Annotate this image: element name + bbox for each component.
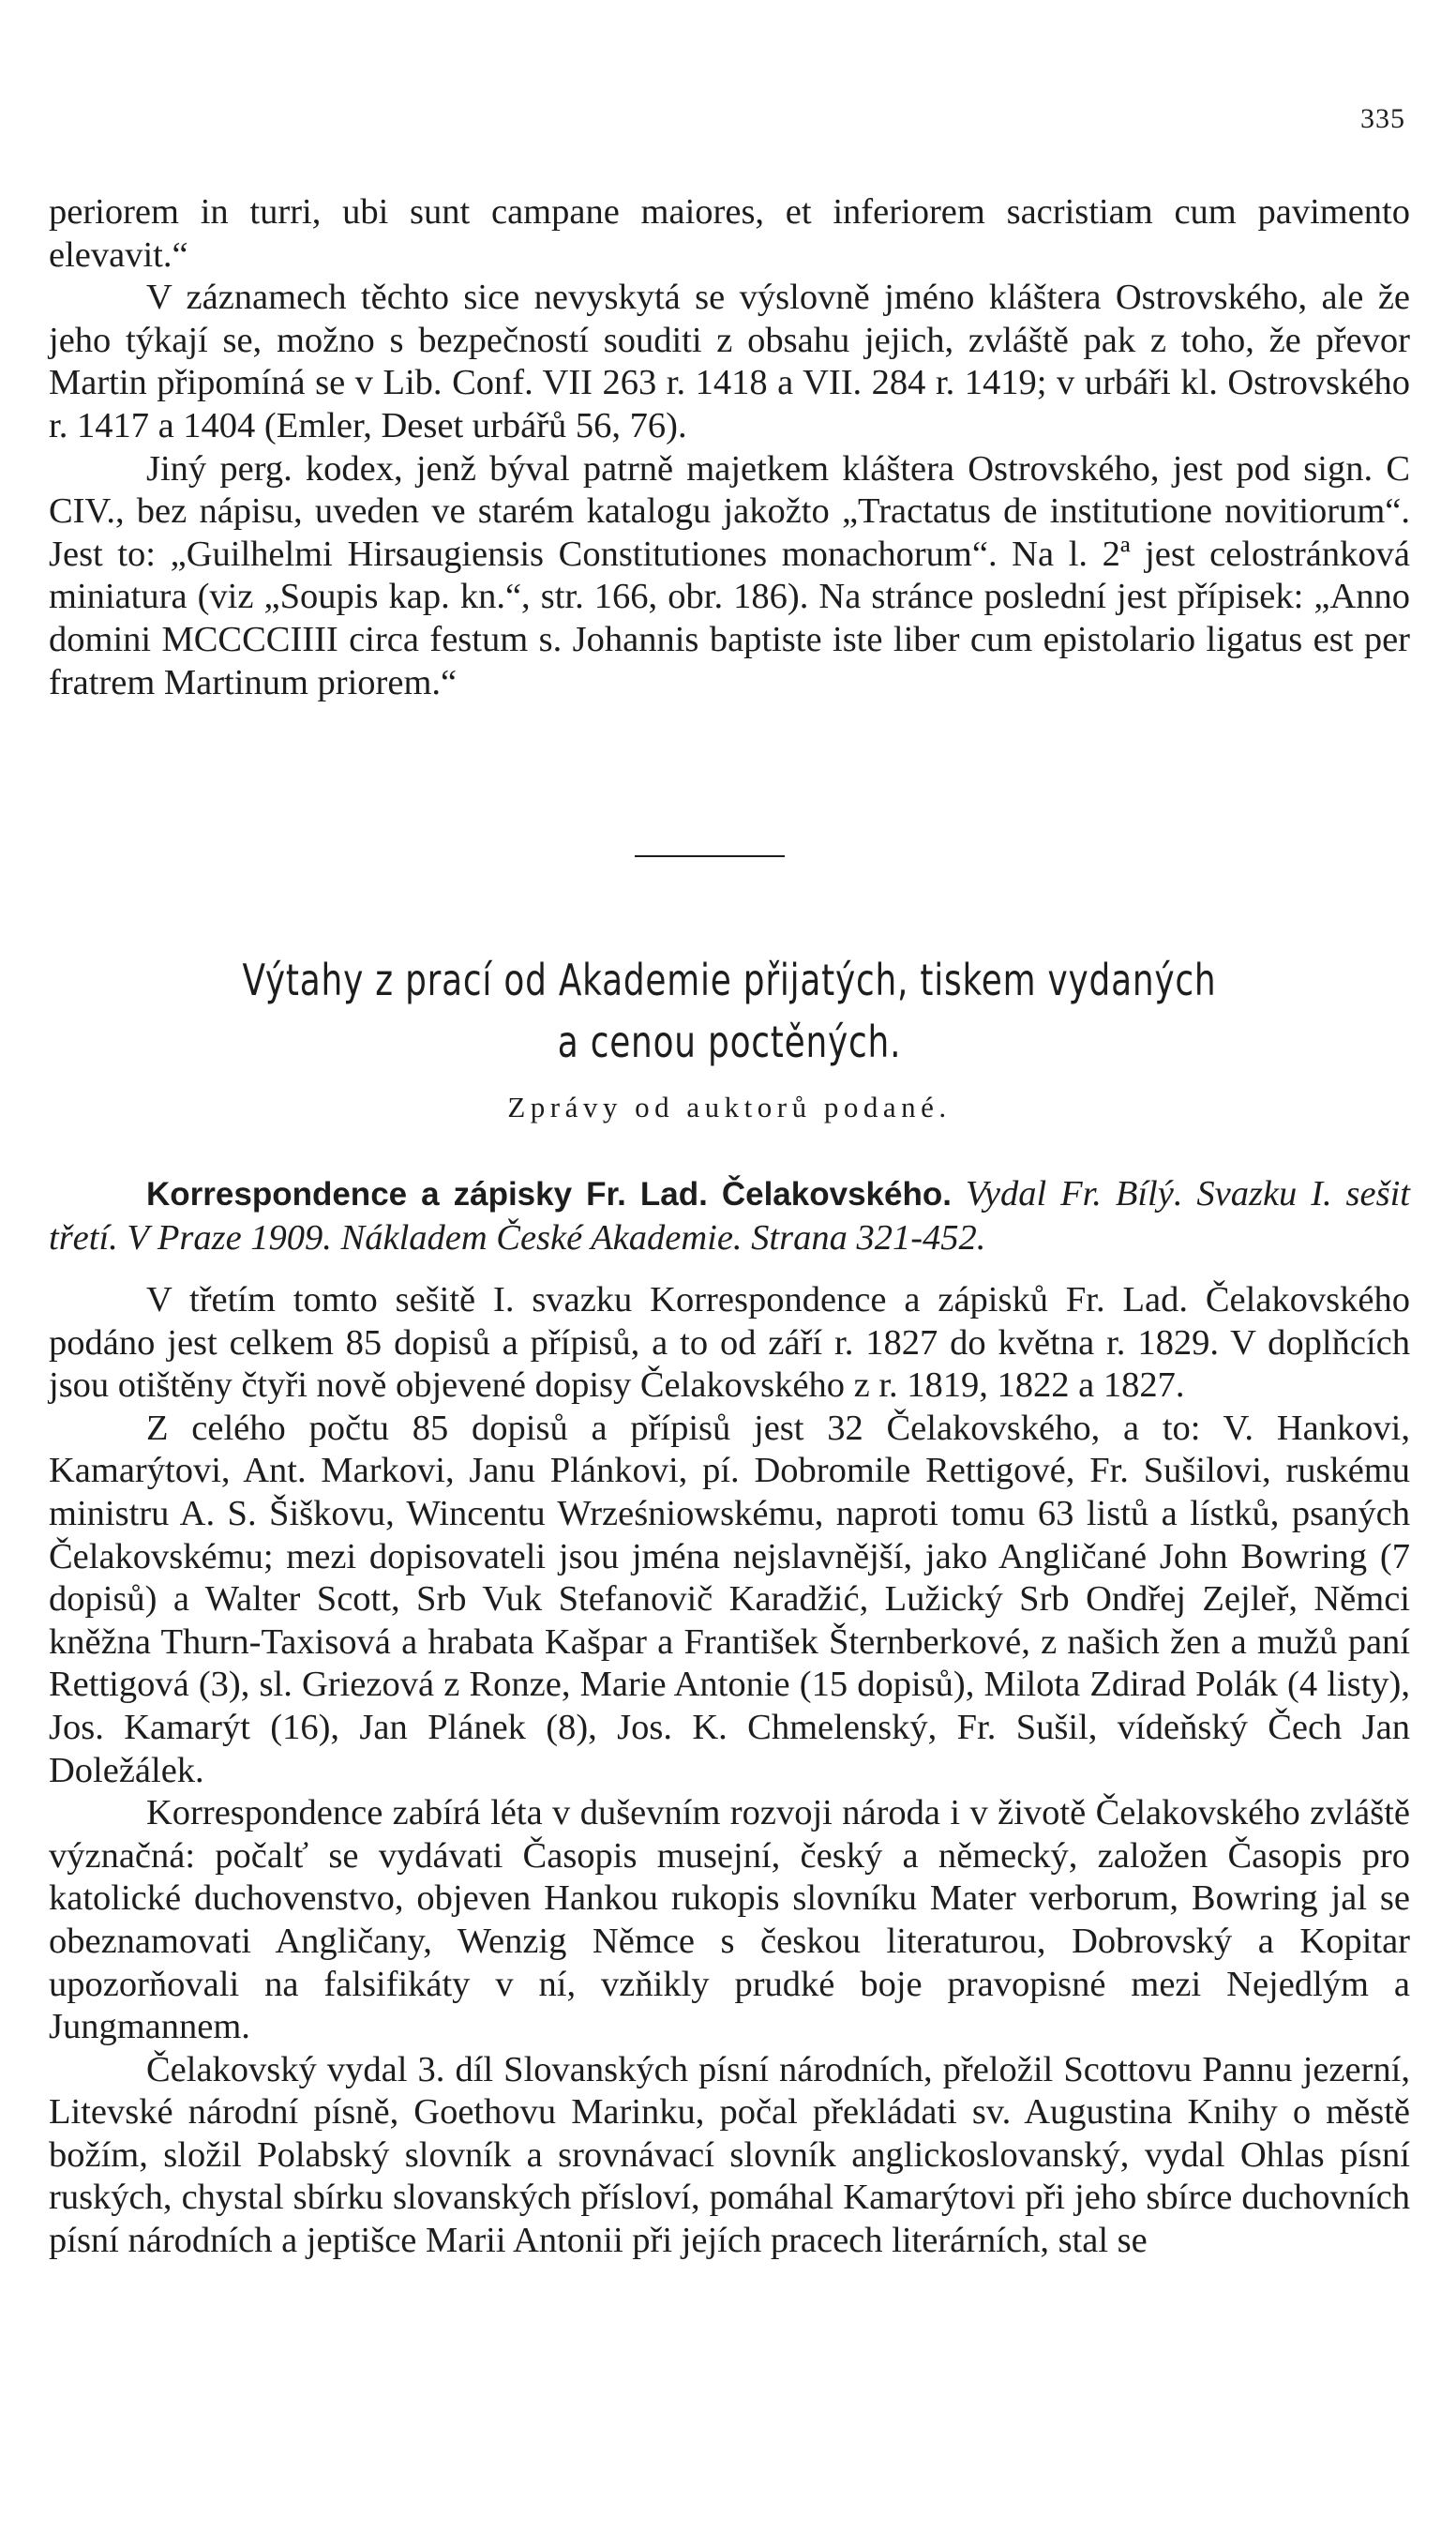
paragraph: periorem in turri, ubi sunt campane maiores, et inferiorem sacristiam cum pavimento elevavit.“ (49, 192, 1410, 275)
book-title: Korrespondence a zápisky Fr. Lad. Čelakovského. (146, 1176, 952, 1213)
section-title-line: Výtahy z prací od Akademie přijatých, tiskem vydaných (242, 955, 1217, 1005)
paragraph: V záznamech těchto sice nevyskytá se výslovně jméno kláštera Ostrovského, ale že jeho týkají se, možno s bezpečností souditi z obsahu jejich, zvláště pak z toho, že převor Martin připomíná se v Lib. Conf. VII 263 r. 1418 a VII. 284 r. 1419; v urbáři kl. Ostrovského r. 1417 a 1404 (Emler, Deset urbářů 56, 76). (49, 278, 1410, 445)
book-reference (49, 1172, 1410, 1259)
book-publication-details: Vydal Fr. Bílý. Svazku I. sešit třetí. V Praze 1909. Nákladem České Akademie. Strana 321-452. (49, 1174, 1410, 1258)
review-body-text (49, 1279, 1410, 2263)
section-title-line: a cenou poctěných. (557, 1017, 902, 1067)
paragraph: Čelakovský vydal 3. díl Slovanských písní národních, přeložil Scottovu Pannu jezerní, Litevské národní písně, Goethovu Marinku, počal překládati sv. Augustina Knihy o městě božím, složil Polabský slovník a srovnávací slovník anglickoslovanský, vydal Ohlas písní ruských, chystal sbírku slovanských přísloví, pomáhal Kamarýtovi při jeho sbírce duchovních písní národních a jeptišce Marii Antonii při jejích pracech literárních, stal se (49, 2049, 1410, 2261)
page-number: 335 (1360, 103, 1405, 134)
paragraph: Z celého počtu 85 dopisů a přípisů jest 32 Čelakovského, a to: V. Hankovi, Kamarýtovi, Ant. Markovi, Janu Plánkovi, pí. Dobromile Rettigové, Fr. Sušilovi, ruskému ministru A. S. Šiškovu, Wincentu Wrześniowskému, naproti tomu 63 listů a lístků, psaných Čelakovskému; mezi dopisovateli jsou jména nejslavnější, jako Angličané John Bowring (7 dopisů) a Walter Scott, Srb Vuk Stefanovič Karadžić, Lužický Srb Ondřej Zejleř, Němci kněžna Thurn-Taxisová a hrabata Kašpar a František Šternberkové, z našich žen a mužů paní Rettigová (3), sl. Griezová z Ronze, Marie Antonie (15 dopisů), Milota Zdirad Polák (4 listy), Jos. Kamarýt (16), Jan Plánek (8), Jos. K. Chmelenský, Fr. Sušil, vídeňský Čech Jan Doležálek. (49, 1408, 1410, 1790)
paragraph: Korrespondence zabírá léta v duševním rozvoji národa i v životě Čelakovského zvláště význačná: počalť se vydávati Časopis musejní, český a německý, založen Časopis pro katolické duchovenstvo, objeven Hankou rukopis slovníku Mater verborum, Bowring jal se obeznamovati Angličany, Wenzig Němce s českou literaturou, Dobrovský a Kopitar upozorňovali na falsifikáty v ní, vzňikly prudké boje pravopisné mezi Nejedlým a Jungmannem. (49, 1793, 1410, 2047)
section-divider (635, 855, 785, 857)
paragraph: Jiný perg. kodex, jenž býval patrně majetkem kláštera Ostrovského, jest pod sign. C CIV., bez nápisu, uveden ve starém katalogu jakožto „Tractatus de institutione novitiorum“. Jest to: „Guilhelmi Hirsaugiensis Constitutiones monachorum“. Na l. 2ª jest celostránková miniatura (viz „Soupis kap. kn.“, str. 166, obr. 186). Na stránce poslední jest přípisek: „Anno domini MCCCCIIII circa festum s. Johannis baptiste iste liber cum epistolario ligatus est per fratrem Martinum priorem.“ (49, 448, 1410, 702)
section-title (199, 949, 1261, 1073)
archival-note-text (49, 191, 1410, 704)
section-subtitle: Zprávy od auktorů podané. (507, 1091, 952, 1123)
paragraph: V třetím tomto sešitě I. svazku Korrespondence a zápisků Fr. Lad. Čelakovského podáno jest celkem 85 dopisů a přípisů, a to od září r. 1827 do května r. 1829. V doplňcích jsou otištěny čtyři nově objevené dopisy Čelakovského z r. 1819, 1822 a 1827. (49, 1280, 1410, 1406)
